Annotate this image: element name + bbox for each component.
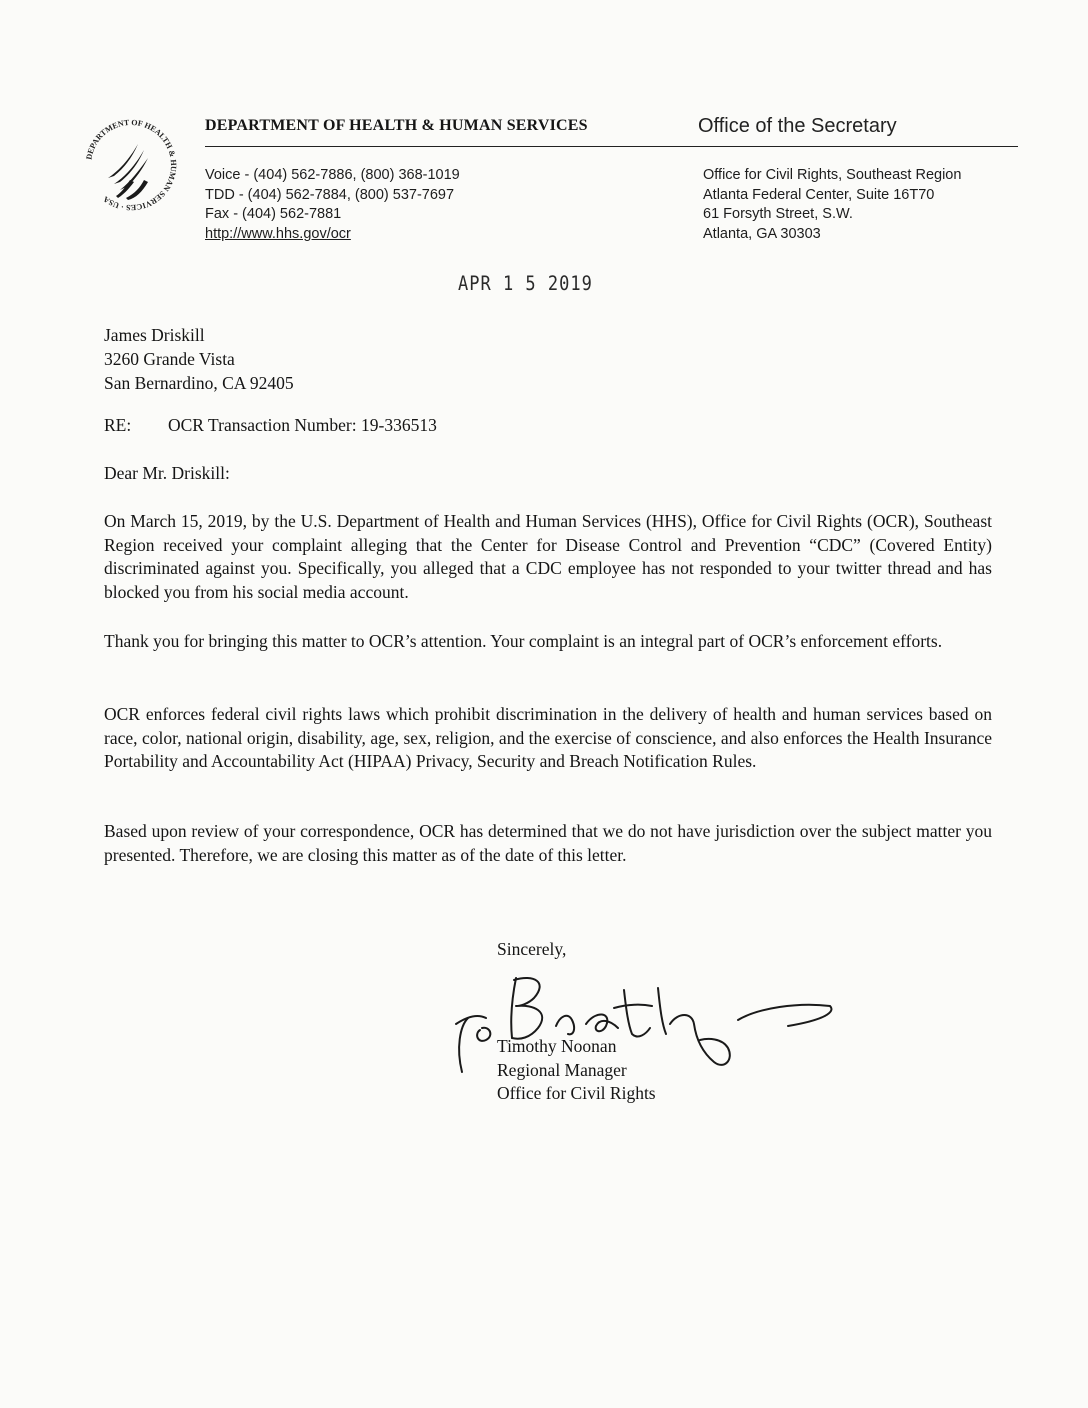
recipient-street: 3260 Grande Vista <box>104 349 235 369</box>
department-name: DEPARTMENT OF HEALTH & HUMAN SERVICES <box>205 117 588 134</box>
contact-info-phone <box>205 166 460 244</box>
voice-line: Voice - (404) 562-7886, (800) 368-1019 <box>205 167 460 183</box>
body-paragraph-determination: Based upon review of your correspondence, OCR has determined that we do not have jurisdiction over the subject matter you presented. Therefore, we are closing this matter as of the date of this letter. <box>104 821 992 865</box>
signer-name: Timothy Noonan <box>497 1036 617 1056</box>
hhs-seal-logo <box>78 112 184 218</box>
website-link[interactable]: http://www.hhs.gov/ocr <box>205 225 351 242</box>
transaction-number: OCR Transaction Number: 19-336513 <box>168 415 437 435</box>
re-label: RE: <box>104 415 132 435</box>
recipient-address <box>104 323 294 395</box>
body-paragraph-thanks: Thank you for bringing this matter to OCR’s attention. Your complaint is an integral part of OCR’s enforcement efforts. <box>104 631 943 651</box>
letterhead-divider <box>205 146 1018 147</box>
body-paragraph-complaint: On March 15, 2019, by the U.S. Department of Health and Human Services (HHS), Office for Civil Rights (OCR), Southeast Region received your complaint alleging that the Center for Disease Control and Prevention “CDC” (Covered Entity) discriminated against you. Specifically, you alleged that a CDC employee has not responded to your twitter thread and has blocked you from his social media account. <box>104 511 992 602</box>
fax-line: Fax - (404) 562-7881 <box>205 206 342 222</box>
office-building-line: Atlanta Federal Center, Suite 16T70 <box>703 186 935 203</box>
signer-office: Office for Civil Rights <box>497 1083 656 1103</box>
seal-text: DEPARTMENT OF HEALTH & HUMAN SERVICES · USA <box>84 117 179 213</box>
tdd-line: TDD - (404) 562-7884, (800) 537-7697 <box>205 186 455 203</box>
office-name-line: Office for Civil Rights, Southeast Region <box>703 167 962 183</box>
body-paragraph-enforcement: OCR enforces federal civil rights laws which prohibit discrimination in the delivery of health and human services based on race, color, national origin, disability, age, sex, religion, and the exercise of conscience, and also enforces the Health Insurance Portability and Accountability Act (HIPAA) Privacy, Security and Breach Notification Rules. <box>104 704 992 771</box>
recipient-city: San Bernardino, CA 92405 <box>104 373 294 393</box>
office-street-line: 61 Forsyth Street, S.W. <box>703 206 853 222</box>
office-address <box>703 166 961 244</box>
signer-block <box>497 1035 656 1106</box>
closing: Sincerely, <box>497 939 567 959</box>
office-title: Office of the Secretary <box>698 115 897 137</box>
salutation: Dear Mr. Driskill: <box>104 463 230 483</box>
recipient-name: James Driskill <box>104 325 205 345</box>
signer-title: Regional Manager <box>497 1059 627 1080</box>
office-city-line: Atlanta, GA 30303 <box>703 225 821 242</box>
date-stamp: APR 1 5 2019 <box>458 272 593 296</box>
